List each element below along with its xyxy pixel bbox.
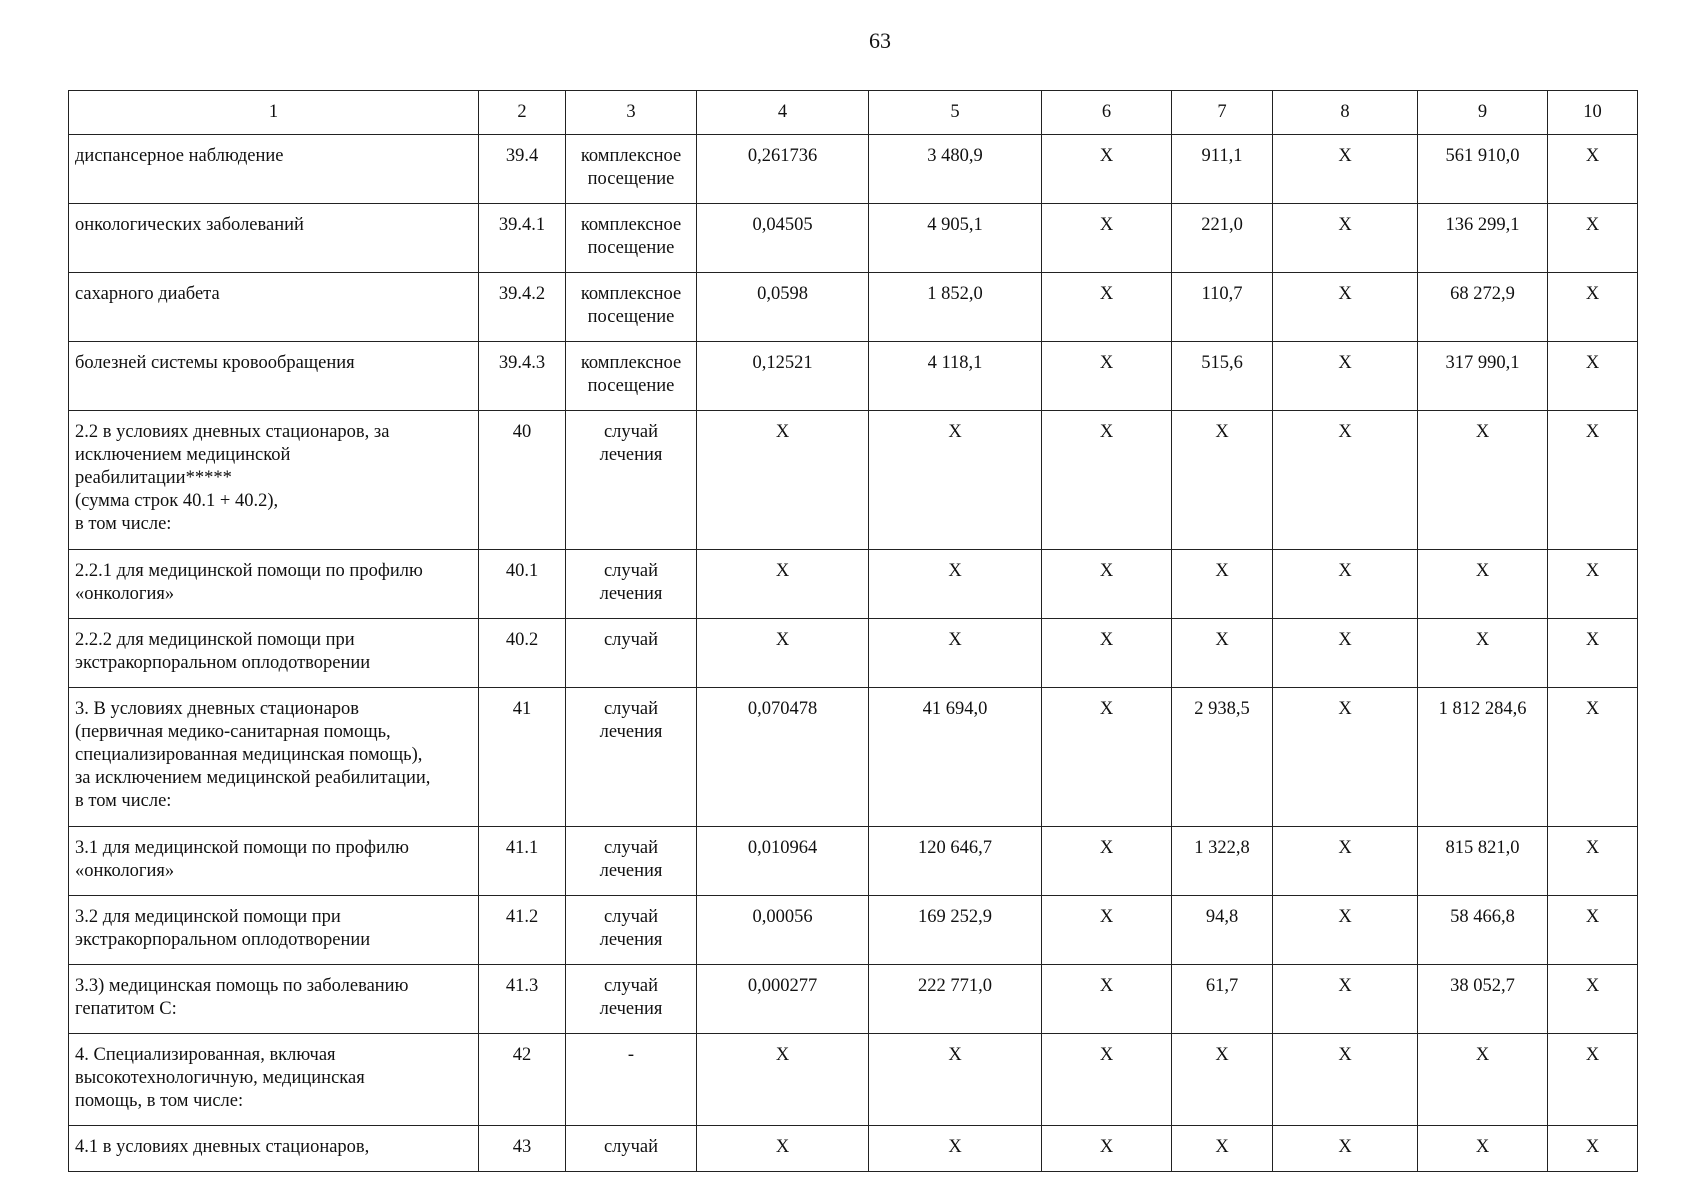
row-col9-cell: 136 299,1 <box>1418 204 1548 273</box>
row-col6-cell: Х <box>1042 273 1172 342</box>
row-col10-cell: Х <box>1548 619 1638 688</box>
row-col9-cell: 38 052,7 <box>1418 965 1548 1034</box>
table-row <box>69 1126 1638 1172</box>
row-col9-cell: Х <box>1418 619 1548 688</box>
table-row <box>69 827 1638 896</box>
column-number-8: 8 <box>1273 91 1418 135</box>
row-col4-cell: 0,000277 <box>697 965 869 1034</box>
row-col4-cell: Х <box>697 619 869 688</box>
row-unit-cell: случай лечения <box>566 688 697 827</box>
column-number-4: 4 <box>697 91 869 135</box>
row-col5-cell: 169 252,9 <box>869 896 1042 965</box>
row-line-number-cell: 40.1 <box>479 550 566 619</box>
row-col4-cell: 0,0598 <box>697 273 869 342</box>
row-col9-cell: 815 821,0 <box>1418 827 1548 896</box>
row-line-number-cell: 40.2 <box>479 619 566 688</box>
table-row <box>69 1034 1638 1126</box>
row-col4-cell: Х <box>697 1126 869 1172</box>
row-name-cell: болезней системы кровообращения <box>69 342 479 411</box>
row-col4-cell: Х <box>697 411 869 550</box>
table-row <box>69 204 1638 273</box>
row-col7-cell: Х <box>1172 411 1273 550</box>
row-col6-cell: Х <box>1042 827 1172 896</box>
row-name-cell: диспансерное наблюдение <box>69 135 479 204</box>
row-unit-cell: комплексное посещение <box>566 273 697 342</box>
row-line-number-cell: 41.3 <box>479 965 566 1034</box>
row-name-cell: 2.2.1 для медицинской помощи по профилю «онкология» <box>69 550 479 619</box>
row-col7-cell: 94,8 <box>1172 896 1273 965</box>
row-col8-cell: Х <box>1273 896 1418 965</box>
row-line-number-cell: 41 <box>479 688 566 827</box>
row-col10-cell: Х <box>1548 135 1638 204</box>
row-line-number-cell: 43 <box>479 1126 566 1172</box>
row-col7-cell: 1 322,8 <box>1172 827 1273 896</box>
row-col7-cell: 2 938,5 <box>1172 688 1273 827</box>
row-name-cell: 2.2 в условиях дневных стационаров, за исключением медицинской реабилитации***** (сумма строк 40.1 + 40.2), в том числе: <box>69 411 479 550</box>
row-col8-cell: Х <box>1273 619 1418 688</box>
row-col9-cell: Х <box>1418 1034 1548 1126</box>
row-col4-cell: 0,010964 <box>697 827 869 896</box>
row-col6-cell: Х <box>1042 965 1172 1034</box>
table-row <box>69 411 1638 550</box>
row-col10-cell: Х <box>1548 204 1638 273</box>
row-unit-cell: комплексное посещение <box>566 204 697 273</box>
row-col8-cell: Х <box>1273 550 1418 619</box>
row-unit-cell: случай <box>566 1126 697 1172</box>
row-col4-cell: 0,070478 <box>697 688 869 827</box>
row-col6-cell: Х <box>1042 135 1172 204</box>
column-numbers-row <box>69 91 1638 135</box>
page-number: 63 <box>869 28 891 53</box>
row-col5-cell: Х <box>869 411 1042 550</box>
row-col6-cell: Х <box>1042 1034 1172 1126</box>
row-line-number-cell: 39.4.1 <box>479 204 566 273</box>
row-col8-cell: Х <box>1273 1034 1418 1126</box>
row-unit-cell: случай лечения <box>566 550 697 619</box>
row-name-cell: онкологических заболеваний <box>69 204 479 273</box>
column-number-9: 9 <box>1418 91 1548 135</box>
row-line-number-cell: 39.4.3 <box>479 342 566 411</box>
row-unit-cell: случай <box>566 619 697 688</box>
row-col9-cell: 1 812 284,6 <box>1418 688 1548 827</box>
row-col10-cell: Х <box>1548 688 1638 827</box>
row-line-number-cell: 41.1 <box>479 827 566 896</box>
row-col7-cell: Х <box>1172 1126 1273 1172</box>
row-col9-cell: 561 910,0 <box>1418 135 1548 204</box>
row-col8-cell: Х <box>1273 965 1418 1034</box>
row-name-cell: 2.2.2 для медицинской помощи при экстракорпоральном оплодотворении <box>69 619 479 688</box>
column-number-5: 5 <box>869 91 1042 135</box>
row-col7-cell: 911,1 <box>1172 135 1273 204</box>
row-col6-cell: Х <box>1042 896 1172 965</box>
row-col5-cell: 3 480,9 <box>869 135 1042 204</box>
row-unit-cell: комплексное посещение <box>566 135 697 204</box>
row-col8-cell: Х <box>1273 342 1418 411</box>
row-col6-cell: Х <box>1042 342 1172 411</box>
row-col8-cell: Х <box>1273 273 1418 342</box>
row-unit-cell: - <box>566 1034 697 1126</box>
row-col10-cell: Х <box>1548 896 1638 965</box>
row-col10-cell: Х <box>1548 1126 1638 1172</box>
row-col8-cell: Х <box>1273 411 1418 550</box>
row-name-cell: 3.3) медицинская помощь по заболеванию гепатитом С: <box>69 965 479 1034</box>
row-col10-cell: Х <box>1548 342 1638 411</box>
row-col7-cell: Х <box>1172 1034 1273 1126</box>
row-col5-cell: 222 771,0 <box>869 965 1042 1034</box>
row-col6-cell: Х <box>1042 688 1172 827</box>
row-col8-cell: Х <box>1273 688 1418 827</box>
row-col10-cell: Х <box>1548 411 1638 550</box>
row-col9-cell: 68 272,9 <box>1418 273 1548 342</box>
row-line-number-cell: 39.4 <box>479 135 566 204</box>
table-row <box>69 342 1638 411</box>
table-row <box>69 965 1638 1034</box>
row-col7-cell: 61,7 <box>1172 965 1273 1034</box>
table-body <box>69 91 1638 1172</box>
column-number-2: 2 <box>479 91 566 135</box>
row-col8-cell: Х <box>1273 827 1418 896</box>
row-col6-cell: Х <box>1042 1126 1172 1172</box>
row-unit-cell: случай лечения <box>566 965 697 1034</box>
row-col5-cell: Х <box>869 1126 1042 1172</box>
row-col9-cell: Х <box>1418 411 1548 550</box>
row-col8-cell: Х <box>1273 1126 1418 1172</box>
row-col5-cell: 120 646,7 <box>869 827 1042 896</box>
row-col4-cell: Х <box>697 550 869 619</box>
row-col4-cell: Х <box>697 1034 869 1126</box>
row-col7-cell: Х <box>1172 550 1273 619</box>
table-row <box>69 273 1638 342</box>
row-col6-cell: Х <box>1042 550 1172 619</box>
row-col6-cell: Х <box>1042 411 1172 550</box>
row-col10-cell: Х <box>1548 1034 1638 1126</box>
table-row <box>69 688 1638 827</box>
row-col5-cell: 1 852,0 <box>869 273 1042 342</box>
row-col7-cell: Х <box>1172 619 1273 688</box>
row-name-cell: сахарного диабета <box>69 273 479 342</box>
row-col8-cell: Х <box>1273 204 1418 273</box>
column-number-1: 1 <box>69 91 479 135</box>
row-col10-cell: Х <box>1548 273 1638 342</box>
row-col9-cell: 317 990,1 <box>1418 342 1548 411</box>
row-col5-cell: 41 694,0 <box>869 688 1042 827</box>
row-line-number-cell: 42 <box>479 1034 566 1126</box>
row-col5-cell: 4 118,1 <box>869 342 1042 411</box>
row-name-cell: 3.1 для медицинской помощи по профилю «онкология» <box>69 827 479 896</box>
row-col7-cell: 515,6 <box>1172 342 1273 411</box>
row-col4-cell: 0,12521 <box>697 342 869 411</box>
row-col9-cell: Х <box>1418 550 1548 619</box>
column-number-3: 3 <box>566 91 697 135</box>
row-col9-cell: 58 466,8 <box>1418 896 1548 965</box>
table-row <box>69 896 1638 965</box>
row-line-number-cell: 39.4.2 <box>479 273 566 342</box>
row-unit-cell: случай лечения <box>566 896 697 965</box>
row-col7-cell: 110,7 <box>1172 273 1273 342</box>
row-col4-cell: 0,261736 <box>697 135 869 204</box>
row-name-cell: 3. В условиях дневных стационаров (первичная медико-санитарная помощь, специализированная медицинская помощь), за исключением медицинской реабилитации, в том числе: <box>69 688 479 827</box>
row-unit-cell: случай лечения <box>566 411 697 550</box>
row-col5-cell: Х <box>869 619 1042 688</box>
column-number-10: 10 <box>1548 91 1638 135</box>
row-col10-cell: Х <box>1548 827 1638 896</box>
row-unit-cell: случай лечения <box>566 827 697 896</box>
column-number-6: 6 <box>1042 91 1172 135</box>
table-row <box>69 619 1638 688</box>
row-col5-cell: Х <box>869 1034 1042 1126</box>
row-col10-cell: Х <box>1548 965 1638 1034</box>
row-col5-cell: 4 905,1 <box>869 204 1042 273</box>
row-line-number-cell: 41.2 <box>479 896 566 965</box>
row-col4-cell: 0,00056 <box>697 896 869 965</box>
row-name-cell: 4. Специализированная, включая высокотехнологичную, медицинская помощь, в том числе: <box>69 1034 479 1126</box>
row-col9-cell: Х <box>1418 1126 1548 1172</box>
column-number-7: 7 <box>1172 91 1273 135</box>
table-row <box>69 135 1638 204</box>
row-col8-cell: Х <box>1273 135 1418 204</box>
row-name-cell: 4.1 в условиях дневных стационаров, <box>69 1126 479 1172</box>
row-col5-cell: Х <box>869 550 1042 619</box>
row-col10-cell: Х <box>1548 550 1638 619</box>
table-row <box>69 550 1638 619</box>
row-col6-cell: Х <box>1042 204 1172 273</box>
data-table <box>68 90 1638 1172</box>
row-col4-cell: 0,04505 <box>697 204 869 273</box>
row-col6-cell: Х <box>1042 619 1172 688</box>
row-unit-cell: комплексное посещение <box>566 342 697 411</box>
row-name-cell: 3.2 для медицинской помощи при экстракорпоральном оплодотворении <box>69 896 479 965</box>
row-col7-cell: 221,0 <box>1172 204 1273 273</box>
row-line-number-cell: 40 <box>479 411 566 550</box>
